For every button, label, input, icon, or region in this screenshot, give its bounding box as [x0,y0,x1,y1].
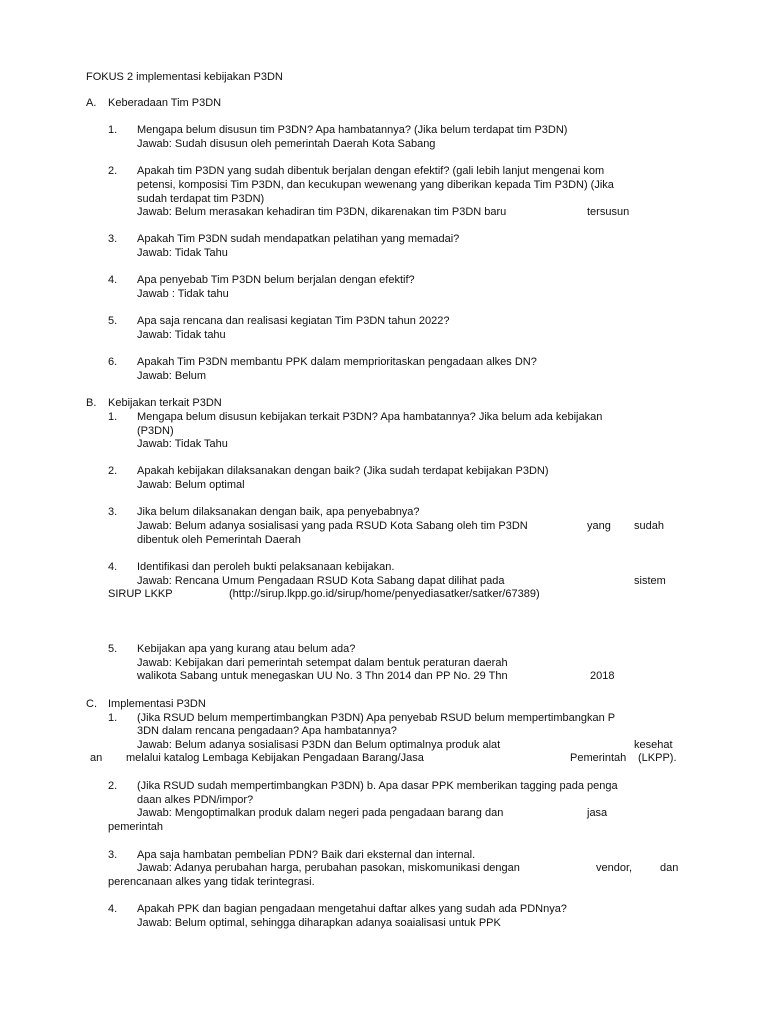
answer-text: sudah [634,520,664,532]
section-letter: A. [86,97,97,109]
answer-text: Jawab: Belum merasakan kehadiran tim P3DN, dikarenakan tim P3DN baru [137,206,507,218]
answer-text: sistem [634,575,666,587]
question-text: Jika belum dilaksanakan dengan baik, apa penyebabnya? [137,506,420,518]
question-text: Mengapa belum disusun kebijakan terkait P3DN? Apa hambatannya? Jika belum ada kebijakan [137,411,603,423]
question-text: Apakah Tim P3DN sudah mendapatkan pelatihan yang memadai? [137,233,460,245]
item-number: 4. [108,274,118,286]
item-number: 3. [108,506,118,518]
answer-text: (LKPP). [638,752,677,764]
item-number: 1. [108,712,118,724]
answer-text: 2018 [590,670,615,682]
item-number: 3. [108,233,118,245]
item-number: 3. [108,849,118,861]
answer-text: dibentuk oleh Pemerintah Daerah [137,534,301,546]
question-text: (Jika RSUD belum mempertimbangkan P3DN) Apa penyebab RSUD belum mempertimbangkan P [137,712,616,724]
question-text: petensi, komposisi Tim P3DN, dan kecukupan wewenang yang diberikan kepada Tim P3DN) (Jika [137,179,614,191]
item-number: 4. [108,903,118,915]
question-text: Apa saja hambatan pembelian PDN? Baik dari eksternal dan internal. [137,849,476,861]
answer-text: Pemerintah [570,752,627,764]
item-number: 1. [108,411,118,423]
section-title: Implementasi P3DN [108,698,206,710]
question-text: Apakah tim P3DN yang sudah dibentuk berjalan dengan efektif? (gali lebih lanjut mengenai kom [137,165,605,177]
answer-text: Jawab: Sudah disusun oleh pemerintah Daerah Kota Sabang [137,138,436,150]
question-text: Identifikasi dan peroleh bukti pelaksanaan kebijakan. [137,561,395,573]
item-number: 2. [108,465,118,477]
section-title: Kebijakan terkait P3DN [108,397,222,409]
answer-text: yang [587,520,611,532]
answer-url: (http://sirup.lkpp.go.id/sirup/home/penyediasatker/satker/67389) [229,588,540,600]
answer-text: Jawab: Belum optimal, sehingga diharapkan adanya soaialisasi untuk PPK [137,917,501,929]
question-text: Apakah kebijakan dilaksanakan dengan baik? (Jika sudah terdapat kebijakan P3DN) [137,465,549,477]
answer-text: Jawab: Tidak Tahu [137,247,228,259]
item-number: 5. [108,643,118,655]
item-number: 1. [108,124,118,136]
item-number: 6. [108,356,118,368]
answer-text: dan [660,862,679,874]
answer-text: Jawab: Belum [137,370,207,382]
item-number: 2. [108,165,118,177]
question-text: Kebijakan apa yang kurang atau belum ada? [137,643,356,655]
question-text: 3DN dalam rencana pengadaan? Apa hambatannya? [137,725,397,737]
item-number: 4. [108,561,118,573]
answer-text: Jawab: Mengoptimalkan produk dalam negeri pada pengadaan barang dan [137,807,504,819]
section-a-heading [86,97,221,110]
item-number: 5. [108,315,118,327]
answer-text: SIRUP LKKP [108,588,173,600]
answer-text: kesehat [634,739,673,751]
answer-text: Jawab: Tidak Tahu [137,438,228,450]
answer-text: Jawab: Belum adanya sosialisasi P3DN dan Belum optimalnya produk alat [137,739,501,751]
answer-text: Jawab: Adanya perubahan harga, perubahan pasokan, miskomunikasi dengan [137,862,520,874]
document-title: FOKUS 2 implementasi kebijakan P3DN [86,71,283,83]
question-text: daan alkes PDN/impor? [137,794,254,806]
answer-text: Jawab: Tidak tahu [137,329,226,341]
answer-text: Jawab: Belum adanya sosialisasi yang pada RSUD Kota Sabang oleh tim P3DN [137,520,528,532]
question-text: (Jika RSUD sudah mempertimbangkan P3DN) b. Apa dasar PPK memberikan tagging pada penga [137,780,618,792]
answer-text: an [90,752,103,764]
item-number: 2. [108,780,118,792]
answer-text: tersusun [587,206,630,218]
answer-text: perencanaan alkes yang tidak terintegrasi. [108,876,315,888]
question-text: Apakah PPK dan bagian pengadaan mengetahui daftar alkes yang sudah ada PDNnya? [137,903,567,915]
section-letter: B. [86,397,97,409]
answer-text: Jawab: Belum optimal [137,479,245,491]
section-c-heading [86,698,206,711]
section-title: Keberadaan Tim P3DN [108,97,222,109]
answer-text: melalui katalog Lembaga Kebijakan Pengadaan Barang/Jasa [126,752,424,764]
answer-text: Jawab: Rencana Umum Pengadaan RSUD Kota Sabang dapat dilihat pada [137,575,505,587]
answer-text: pemerintah [108,821,164,833]
question-text: Apa penyebab Tim P3DN belum berjalan dengan efektif? [137,274,415,286]
answer-text: jasa [587,807,608,819]
section-b-heading [86,397,222,410]
answer-text: Jawab: Kebijakan dari pemerintah setempat dalam bentuk peraturan daerah [137,657,508,669]
answer-text: vendor, [596,862,633,874]
question-text: Apakah Tim P3DN membantu PPK dalam memprioritaskan pengadaan alkes DN? [137,356,537,368]
question-text: (P3DN) [137,425,174,437]
question-text: Mengapa belum disusun tim P3DN? Apa hambatannya? (Jika belum terdapat tim P3DN) [137,124,568,136]
section-letter: C. [86,698,97,710]
answer-text: Jawab : Tidak tahu [137,288,229,300]
answer-text: walikota Sabang untuk menegaskan UU No. 3 Thn 2014 dan PP No. 29 Thn [137,670,508,682]
question-text: Apa saja rencana dan realisasi kegiatan Tim P3DN tahun 2022? [137,315,450,327]
question-text: sudah terdapat tim P3DN) [137,193,265,205]
